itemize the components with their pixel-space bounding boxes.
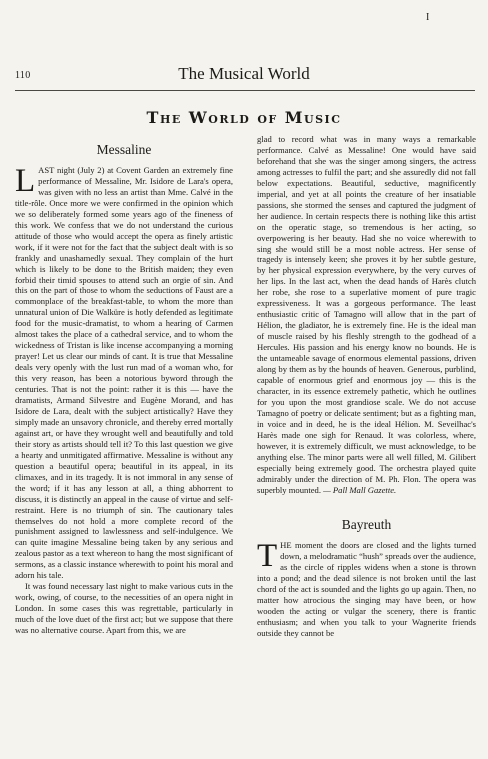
article-spacer <box>257 495 476 507</box>
attribution: — Pall Mall Gazette. <box>323 484 397 495</box>
messaline-paragraph-2-continued <box>257 134 476 495</box>
messaline-paragraph-2 <box>15 581 233 636</box>
dropcap-t: T <box>257 538 278 575</box>
messaline-paragraph-1-text: AST night (July 2) at Covent Garden an extremely fine performance of Messaline, Mr. Isidore de Lara's opera, was given with no less an artist than Mme. Calvé in the title-rôle. Once more we were confirmed in the opinion which we so deliberately formed some years ago of the fineness of this work. We confess that we do not understand the curious attitude of those who would accept the opera as finely artistic work, if it were not for the fact that the subject dealt with is so frankly and unashamedly sexual. They complain of the hurt which is likely to be done to the British maiden; they even forbid their timid spouses to attend such an orgie of sin. And this on the part of those to whom the seductions of Faust are a commonplace of the breakfast-table, to whom the more than unnatural union of Die Walküre is hotly defended as legitimate food for the music-dramatist, to whom a hearing of Carmen almost takes the place of a cathedral service, and to whom the wickedness of Tristan is like incense accompanying a morning prayer! Let us clear our minds of cant. It is true that Messaline deals very openly with the lust run mad of a woman who, for this very reason, has been a notorious byword through the centuries. That is not the point: rather it is this — have the dramatists, Armand Silvestre and Eugène Morand, and has Isidore de Lara, dealt with the subject artistically? Have they simply made an unsavory chronicle, and thereby erred mortally against art, or have they wrought well and beautifully and told their story as artists should tell it? To this last question we give a hearty and unmitigated affirmative. Messaline is without any question a beautiful opera; beautiful in its appeal, in its climaxes, and in its tragedy. It is not immoral in any sense of the word; if it has any lesson at all, a thing abhorrent to discuss, it is distinctly an appeal in the cause of virtue and self-restraint. Here is no triumph of sin. The cautionary tales themselves do not hold a more complete record of the punishment assigned to lawlessness and self-indulgence. We can quite imagine Messaline being taken by any serious and zealous pastor as a text whereon to hang the most significant of sermons, as a classic instance wherewith to point his moral and adorn his tale. <box>15 165 233 581</box>
left-column <box>15 134 233 636</box>
page-number: 110 <box>15 70 31 81</box>
article-title-messaline: Messaline <box>96 142 152 157</box>
running-title: The Musical World <box>178 64 310 83</box>
article-title-bayreuth: Bayreuth <box>341 517 392 533</box>
bayreuth-paragraph-1 <box>257 540 476 639</box>
bayreuth-paragraph-1-text: HE moment the doors are closed and the lights turned down, a melodramatic “hush” spreads over the audience, as the circle of ripples widens when a stone is thrown into a pond; and the dead silence is not broken until the last chord of the act is sounded and the lights go up again. Then, no matter how atrocious the singing may have been, or how wooden the acting or vulgar the scenery, there is frantic enthusiasm; and when you talk to your Wagnerite friends outside they cannot be <box>257 540 476 639</box>
section-heading: The World of Music <box>146 108 342 127</box>
messaline-paragraph-2-text: It was found necessary last night to make various cuts in the work, owing, of course, to the necessities of an opera night in London. In some cases this was regrettable, particularly in much of the love duet of the first act; but we suppose that there was no alternative course. Apart from this, we are <box>15 581 233 636</box>
messaline-paragraph-1 <box>15 165 233 581</box>
right-column <box>257 134 476 639</box>
corner-mark: I <box>426 12 430 23</box>
header-rule <box>15 90 475 91</box>
dropcap-l: L <box>15 163 36 199</box>
messaline-paragraph-2-continued-text: glad to record what was in many ways a remarkable performance. Calvé as Messaline! One would have said beforehand that she was the singer among singers, the actress among actresses to fulfil the part; and she assuredly did not fall below expectations. Beautiful, seductive, magnificently imperial, and yet at all points the creature of her insatiable passions, she stormed the senses and captured the judgment of her audience. In certain respects there is nothing like this artist on the operatic stage, so tremendous is her acting, so overpowering is her beauty. Had she no voice wherewith to sing she would still be a most noble actress. Her sense of tragedy is intensely keen; she proves it by her subtle gesture, by her physical expression everywhere, by the very curves of her lips. In the last act, when the dead hands of Harès clutch her robe, she rose to a superlative moment of pure tragic expressiveness. It was a gorgeous performance. The least enthusiastic critic of Tamagno will allow that in the part of Hélion, the gladiator, he is extremely fine. He is the ideal man of muscle raised by his fleshly strength to the godhead of a Hercules. His passion and his energy know no bounds. He is the untameable savage of enormous elemental passions, driven along by them as by the hounds of heaven. Generous, purblind, capable of enormous grief and enormous joy — this is the character, in its essence extremely pathetic, which he outlines for you upon the most grandiose scale. We do not accuse Tamagno of poetry or delicate sentiment; but as a fighting man, in voice and in deed, he is the ideal Hélion. M. Seveilhac's Harès made one sigh for Renaud. It was colorless, where, however, it is extremely difficult, we must acknowledge, to be anything else. The minor parts were all well filled, M. Gilibert especially being extremely good. The orchestra played quite admirably under the direction of M. Ph. Flon. The opera was superbly mounted. <box>257 134 476 495</box>
